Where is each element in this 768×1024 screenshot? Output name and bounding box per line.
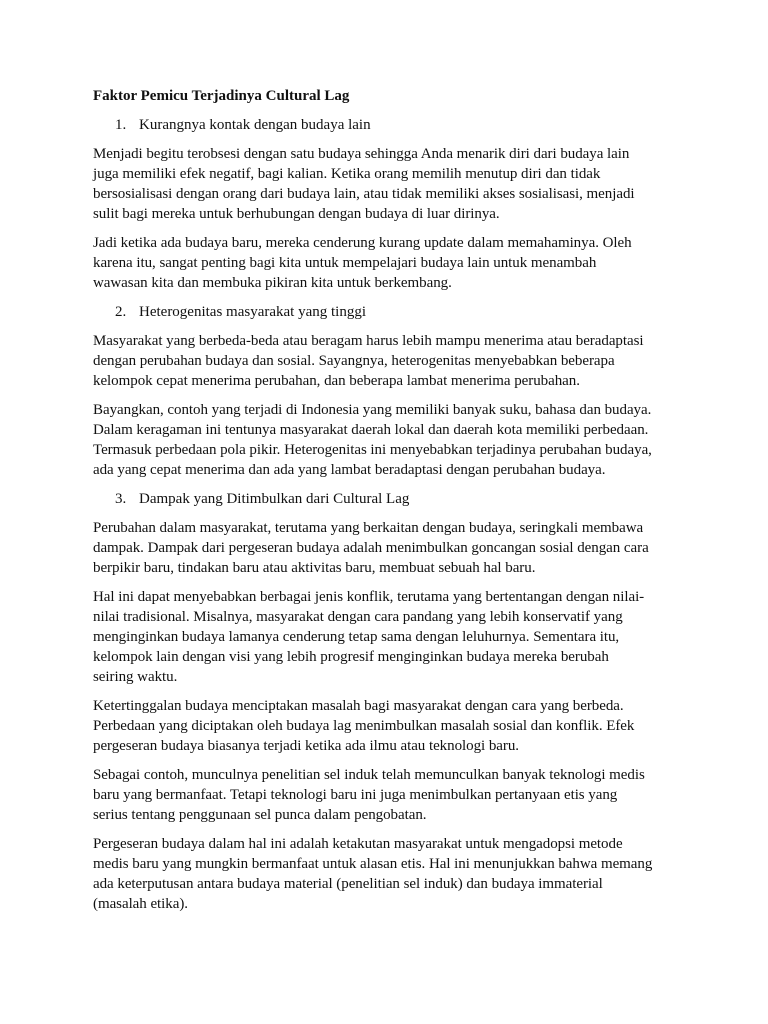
paragraph-line: sulit bagi mereka untuk berhubungan dengan budaya di luar dirinya. (93, 206, 500, 222)
section-heading-text: Heterogenitas masyarakat yang tinggi (139, 304, 367, 320)
paragraph-line: berpikir baru, tindakan baru atau aktivitas baru, membuat sebuah hal baru. (93, 560, 536, 576)
paragraph-line: bersosialisasi dengan orang dari budaya lain, atau tidak memiliki akses sosialisasi, menjadi (93, 186, 635, 202)
paragraph (93, 233, 681, 293)
paragraph-line: baru yang bermanfaat. Tetapi teknologi baru ini juga menimbulkan pertanyaan etis yang (93, 787, 618, 803)
paragraph (93, 331, 681, 391)
paragraph-line: menginginkan budaya lamanya cenderung tetap sama dengan leluhurnya. Sementara itu, (93, 629, 620, 645)
paragraph-line: ada yang cepat menerima dan ada yang lambat beradaptasi dengan perubahan budaya. (93, 462, 606, 478)
paragraph (93, 696, 681, 756)
document-body (93, 115, 681, 914)
paragraph-line: Perbedaan yang diciptakan oleh budaya lag menimbulkan masalah sosial dan konflik. Efek (93, 718, 635, 734)
section-number: 1. (115, 117, 127, 133)
paragraph (93, 400, 681, 480)
paragraph-line: Dalam keragaman ini tentunya masyarakat daerah lokal dan daerah kota memiliki perbedaan. (93, 422, 649, 438)
paragraph-line: Jadi ketika ada budaya baru, mereka cenderung kurang update dalam memahaminya. Oleh (93, 235, 632, 251)
paragraph-line: dengan perubahan budaya dan sosial. Sayangnya, heterogenitas menyebabkan beberapa (93, 353, 615, 369)
document-page (93, 86, 681, 923)
paragraph-line: serius tentang penggunaan sel punca dalam pengobatan. (93, 807, 427, 823)
paragraph (93, 144, 681, 224)
section-heading (93, 489, 681, 509)
paragraph-line: nilai tradisional. Misalnya, masyarakat dengan cara pandang yang lebih konservatif yang (93, 609, 623, 625)
section-heading-text: Dampak yang Ditimbulkan dari Cultural Lag (139, 491, 410, 507)
paragraph-line: juga memiliki efek negatif, bagi kalian. Ketika orang memilih menutup diri dan tidak (93, 166, 601, 182)
paragraph-line: pergeseran budaya biasanya terjadi ketika ada ilmu atau teknologi baru. (93, 738, 520, 754)
paragraph-line: Ketertinggalan budaya menciptakan masalah bagi masyarakat dengan cara yang berbeda. (93, 698, 624, 714)
paragraph-line: Perubahan dalam masyarakat, terutama yang berkaitan dengan budaya, seringkali membawa (93, 520, 644, 536)
section-heading (93, 115, 681, 135)
document-title: Faktor Pemicu Terjadinya Cultural Lag (93, 88, 350, 104)
paragraph-line: Hal ini dapat menyebabkan berbagai jenis konflik, terutama yang bertentangan dengan nilai- (93, 589, 645, 605)
paragraph-line: Bayangkan, contoh yang terjadi di Indonesia yang memiliki banyak suku, bahasa dan budaya. (93, 402, 652, 418)
paragraph-line: Termasuk perbedaan pola pikir. Heterogenitas ini menyebabkan terjadinya perubahan budaya, (93, 442, 652, 458)
paragraph (93, 518, 681, 578)
paragraph-line: Menjadi begitu terobsesi dengan satu budaya sehingga Anda menarik diri dari budaya lain (93, 146, 630, 162)
paragraph-line: ada keterputusan antara budaya material (penelitian sel induk) dan budaya immaterial (93, 876, 603, 892)
paragraph (93, 834, 681, 914)
paragraph-line: karena itu, sangat penting bagi kita untuk mempelajari budaya lain untuk menambah (93, 255, 597, 271)
section-number: 3. (115, 491, 127, 507)
paragraph-line: seiring waktu. (93, 669, 178, 685)
paragraph-line: (masalah etika). (93, 896, 188, 912)
paragraph-line: Masyarakat yang berbeda-beda atau beragam harus lebih mampu menerima atau beradaptasi (93, 333, 644, 349)
paragraph-line: medis baru yang mungkin bermanfaat untuk alasan etis. Hal ini menunjukkan bahwa memang (93, 856, 653, 872)
section-heading (93, 302, 681, 322)
paragraph-line: wawasan kita dan membuka pikiran kita untuk berkembang. (93, 275, 452, 291)
paragraph-line: kelompok cepat menerima perubahan, dan beberapa lambat menerima perubahan. (93, 373, 580, 389)
paragraph-line: kelompok lain dengan visi yang lebih progresif menginginkan budaya mereka berubah (93, 649, 609, 665)
paragraph (93, 765, 681, 825)
section-number: 2. (115, 304, 127, 320)
paragraph (93, 587, 681, 687)
paragraph-line: Pergeseran budaya dalam hal ini adalah ketakutan masyarakat untuk mengadopsi metode (93, 836, 623, 852)
section-heading-text: Kurangnya kontak dengan budaya lain (139, 117, 371, 133)
paragraph-line: Sebagai contoh, munculnya penelitian sel induk telah memunculkan banyak teknologi medis (93, 767, 645, 783)
paragraph-line: dampak. Dampak dari pergeseran budaya adalah menimbulkan goncangan sosial dengan cara (93, 540, 649, 556)
